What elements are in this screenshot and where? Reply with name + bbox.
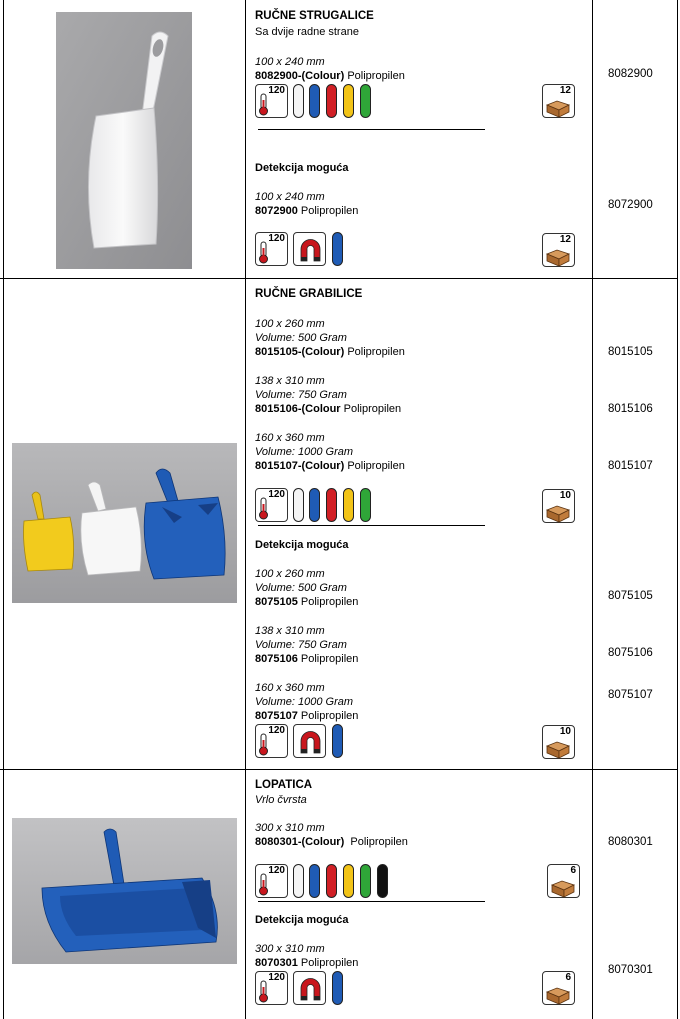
thermometer-icon xyxy=(256,972,289,1006)
item-dims: 300 x 310 mm xyxy=(255,943,325,955)
item-dims: 100 x 240 mm xyxy=(255,56,325,68)
item-code-line xyxy=(255,460,405,473)
group-separator xyxy=(258,129,485,130)
item-dims: 100 x 260 mm xyxy=(255,568,325,580)
item-code-line xyxy=(255,836,408,849)
row-divider-1 xyxy=(0,278,677,279)
table-border-left xyxy=(3,0,4,1019)
item-code-line xyxy=(255,653,358,666)
pack-quantity: 10 xyxy=(559,726,571,737)
pack-quantity-icon xyxy=(542,84,575,118)
carton-box-icon xyxy=(543,726,576,760)
section-title-hand-scoops: RUČNE GRABILICE xyxy=(255,288,363,300)
temperature-icon xyxy=(255,84,288,118)
item-code-line xyxy=(255,70,405,83)
item-code: 8080301-(Colour) xyxy=(255,836,345,848)
item-volume: Volume: 500 Gram xyxy=(255,332,347,344)
item-code-line xyxy=(255,710,358,723)
colour-swatch-yellow xyxy=(343,864,354,898)
thermometer-icon xyxy=(256,85,289,119)
temperature-value: 120 xyxy=(268,489,285,500)
item-code: 8075105 xyxy=(255,596,298,608)
icon-row-detectable xyxy=(255,232,355,268)
catalog-number: 8082900 xyxy=(608,68,653,80)
magnet-icon xyxy=(293,971,326,1005)
detection-heading: Detekcija moguća xyxy=(255,914,349,926)
section-subtitle-scrapers: Sa dvije radne strane xyxy=(255,26,359,38)
item-material: Polipropilen xyxy=(347,70,405,82)
temperature-icon xyxy=(255,724,288,758)
table-divider-text-code xyxy=(592,0,593,1019)
group-separator xyxy=(258,525,485,526)
colour-swatch-red xyxy=(326,488,337,522)
colour-swatch-black xyxy=(377,864,388,898)
item-dims: 160 x 360 mm xyxy=(255,682,325,694)
icon-row-colours xyxy=(255,488,385,524)
item-material: Polipropilen xyxy=(350,836,408,848)
carton-box-icon xyxy=(543,972,576,1006)
item-material: Polipropilen xyxy=(347,460,405,472)
table-divider-image-text xyxy=(245,0,246,1019)
product-photo-scraper xyxy=(56,12,192,269)
section-title-dustpan: LOPATICA xyxy=(255,779,313,791)
temperature-icon xyxy=(255,488,288,522)
item-volume: Volume: 750 Gram xyxy=(255,639,347,651)
colour-swatch-blue xyxy=(309,864,320,898)
pack-quantity-icon xyxy=(542,725,575,759)
colour-swatch-green xyxy=(360,864,371,898)
temperature-value: 120 xyxy=(268,85,285,96)
item-material: Polipropilen xyxy=(300,205,359,217)
product-photo-dustpan xyxy=(12,818,237,964)
item-dims: 100 x 240 mm xyxy=(255,191,325,203)
section-title-scrapers: RUČNE STRUGALICE xyxy=(255,10,374,22)
item-material: Polipropilen xyxy=(300,710,359,722)
colour-swatch-blue xyxy=(332,724,343,758)
item-material: Polipropilen xyxy=(347,346,405,358)
colour-swatch-green xyxy=(360,488,371,522)
item-dims: 160 x 360 mm xyxy=(255,432,325,444)
pack-quantity-icon xyxy=(542,971,575,1005)
catalog-number: 8015107 xyxy=(608,460,653,472)
icon-row-colours xyxy=(255,864,400,900)
item-code: 8015106-(Colour xyxy=(255,403,341,415)
colour-swatch-white xyxy=(293,84,304,118)
temperature-value: 120 xyxy=(268,725,285,736)
detection-heading: Detekcija moguća xyxy=(255,162,349,174)
colour-swatch-blue xyxy=(309,488,320,522)
item-dims: 100 x 260 mm xyxy=(255,318,325,330)
item-code-line xyxy=(255,346,405,359)
temperature-icon xyxy=(255,864,288,898)
thermometer-icon xyxy=(256,233,289,267)
icon-row-colours xyxy=(255,84,385,120)
item-code: 8015105-(Colour) xyxy=(255,346,345,358)
magnet-icon xyxy=(293,724,326,758)
catalog-number: 8075107 xyxy=(608,689,653,701)
carton-box-icon xyxy=(548,865,581,899)
icon-row-detectable xyxy=(255,724,355,760)
catalog-number: 8075106 xyxy=(608,647,653,659)
item-code: 8015107-(Colour) xyxy=(255,460,345,472)
item-code-line xyxy=(255,403,401,416)
item-volume: Volume: 1000 Gram xyxy=(255,696,354,708)
item-code-line xyxy=(255,596,358,609)
catalog-number: 8080301 xyxy=(608,836,653,848)
item-volume: Volume: 500 Gram xyxy=(255,582,347,594)
pack-quantity: 12 xyxy=(559,85,571,96)
temperature-icon xyxy=(255,232,288,266)
pack-quantity: 6 xyxy=(565,972,571,983)
detection-heading: Detekcija moguća xyxy=(255,539,349,551)
item-code-line xyxy=(255,205,358,218)
thermometer-icon xyxy=(256,865,289,899)
colour-swatch-blue xyxy=(309,84,320,118)
pack-quantity-icon xyxy=(542,233,575,267)
temperature-value: 120 xyxy=(268,972,285,983)
colour-swatch-white xyxy=(293,488,304,522)
item-volume: Volume: 750 Gram xyxy=(255,389,347,401)
item-dims: 138 x 310 mm xyxy=(255,375,325,387)
item-dims: 138 x 310 mm xyxy=(255,625,325,637)
colour-swatch-yellow xyxy=(343,488,354,522)
pack-quantity: 6 xyxy=(570,865,576,876)
colour-swatch-red xyxy=(326,864,337,898)
pack-quantity: 12 xyxy=(559,234,571,245)
carton-box-icon xyxy=(543,490,576,524)
carton-box-icon xyxy=(543,85,576,119)
catalog-number: 8075105 xyxy=(608,590,653,602)
temperature-value: 120 xyxy=(268,865,285,876)
thermometer-icon xyxy=(256,489,289,523)
carton-box-icon xyxy=(543,234,576,268)
item-code: 8075107 xyxy=(255,710,298,722)
temperature-icon xyxy=(255,971,288,1005)
catalog-number: 8015106 xyxy=(608,403,653,415)
item-code: 8072900 xyxy=(255,205,298,217)
section-subtitle-dustpan: Vrlo čvrsta xyxy=(255,794,307,806)
catalog-number: 8015105 xyxy=(608,346,653,358)
item-material: Polipropilen xyxy=(300,957,359,969)
temperature-value: 120 xyxy=(268,233,285,244)
item-dims: 300 x 310 mm xyxy=(255,822,325,834)
pack-quantity: 10 xyxy=(559,490,571,501)
thermometer-icon xyxy=(256,725,289,759)
icon-row-detectable xyxy=(255,971,355,1007)
colour-swatch-yellow xyxy=(343,84,354,118)
pack-quantity-icon xyxy=(547,864,580,898)
item-code: 8075106 xyxy=(255,653,298,665)
table-border-right xyxy=(677,0,678,1019)
colour-swatch-blue xyxy=(332,971,343,1005)
item-volume: Volume: 1000 Gram xyxy=(255,446,354,458)
colour-swatch-green xyxy=(360,84,371,118)
item-material: Polipropilen xyxy=(300,596,359,608)
item-material: Polipropilen xyxy=(343,403,402,415)
colour-swatch-blue xyxy=(332,232,343,266)
pack-quantity-icon xyxy=(542,489,575,523)
colour-swatch-red xyxy=(326,84,337,118)
row-divider-2 xyxy=(0,769,677,770)
catalog-number: 8072900 xyxy=(608,199,653,211)
item-material: Polipropilen xyxy=(300,653,359,665)
colour-swatch-white xyxy=(293,864,304,898)
magnet-icon xyxy=(293,232,326,266)
product-photo-hand-scoops xyxy=(12,443,237,603)
item-code: 8082900-(Colour) xyxy=(255,70,345,82)
catalog-number: 8070301 xyxy=(608,964,653,976)
item-code-line xyxy=(255,957,358,970)
group-separator xyxy=(258,901,485,902)
item-code: 8070301 xyxy=(255,957,298,969)
